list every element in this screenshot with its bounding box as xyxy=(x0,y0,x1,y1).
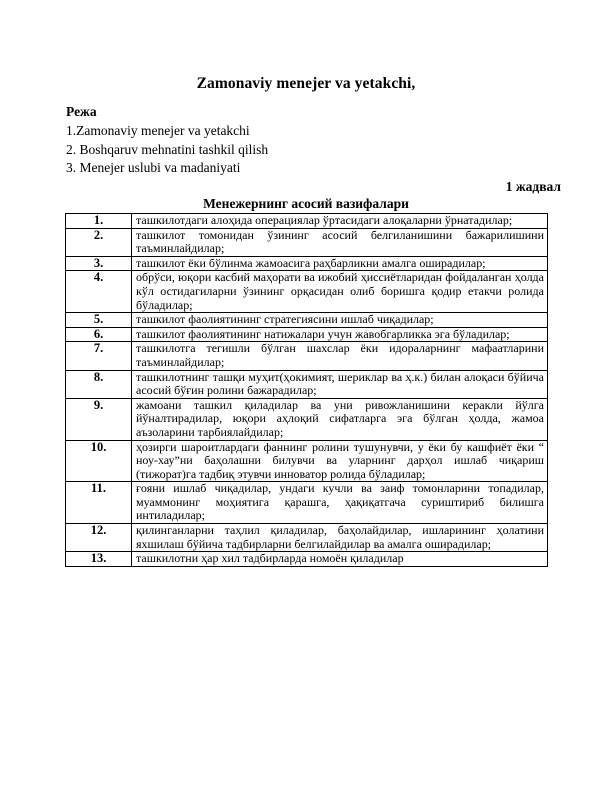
table-row xyxy=(66,327,548,342)
row-number: 13. xyxy=(66,552,132,567)
plan-item-2: 2. Boshqaruv mehnatini tashkil qilish xyxy=(66,141,269,157)
row-text: қилинганларни таҳлил қиладилар, баҳолайдилар, ишларининг ҳолатини яхшилаш бўйича тадбирларни белгилайдилар ва амалга оширадилар; xyxy=(132,524,548,552)
table-number: 1 жадвал xyxy=(505,179,561,194)
row-number: 11. xyxy=(66,482,132,524)
row-text: ташкилотнинг ташқи муҳит(ҳокимият, шериклар ва ҳ.к.) билан алоқаси бўйича асосий бўғин ролини бажарадилар; xyxy=(132,370,548,398)
plan-list xyxy=(66,122,268,178)
row-number: 7. xyxy=(66,342,132,370)
row-text: ташкилот фаолиятининг стратегиясини ишлаб чиқадилар; xyxy=(132,313,548,328)
row-number: 2. xyxy=(66,228,132,256)
table-row xyxy=(66,482,548,524)
table-row xyxy=(66,398,548,440)
table-row xyxy=(66,342,548,370)
row-number: 8. xyxy=(66,370,132,398)
row-text: ғояни ишлаб чиқадилар, ундаги кучли ва заиф томонларини топадилар, муаммонинг моҳиятига қарашга, ҳақиқатгача суриштириб билишга интиладилар; xyxy=(132,482,548,524)
table-row xyxy=(66,524,548,552)
row-text: ташкилот томонидан ўзининг асосий белгиланишини бажарилишини таъминлайдилар; xyxy=(132,228,548,256)
table-row xyxy=(66,440,548,482)
table-row xyxy=(66,214,548,229)
row-text: ҳозирги шароитлардаги фаннинг ролини тушунувчи, у ёки бу кашфиёт ёки “ ноу-хау”ни баҳолашни билувчи ва уларнинг дарҳол ишлаб чиқариш (тижорат)га тадбиқ этувчи инноватор ролида бўладилар; xyxy=(132,440,548,482)
duties-table xyxy=(65,213,548,567)
plan-item-3: 3. Menejer uslubi va madaniyati xyxy=(66,160,241,175)
plan-item-1: 1.Zamonaviy menejer va yetakchi xyxy=(66,123,250,138)
row-text: ташкилот фаолиятининг натижалари учун жавобгарликка эга бўладилар; xyxy=(132,327,548,342)
row-number: 5. xyxy=(66,313,132,328)
row-number: 4. xyxy=(66,271,132,313)
table-row xyxy=(66,228,548,256)
row-number: 9. xyxy=(66,398,132,440)
row-text: ташкилотни ҳар хил тадбирларда номоён қиладилар xyxy=(132,552,548,567)
table-row xyxy=(66,271,548,313)
row-number: 6. xyxy=(66,327,132,342)
table-row xyxy=(66,313,548,328)
table-caption: Менежернинг асосий вазифалари xyxy=(203,196,409,211)
row-text: обрўси, юқори касбий маҳорати ва ижобий ҳиссиётларидан фойдаланган ҳолда кўл остидагиларни ўзининг орқасидан олиб боришга қодир етакчи ролида бўладилар; xyxy=(132,271,548,313)
row-text: ташкилот ёки бўлинма жамоасига раҳбарликни амалга оширадилар; xyxy=(132,256,548,271)
row-number: 10. xyxy=(66,440,132,482)
table-row xyxy=(66,256,548,271)
plan-heading: Режа xyxy=(66,104,97,119)
document-title: Zamonaviy menejer va yetakchi, xyxy=(196,75,416,92)
row-text: ташкилотга тегишли бўлган шахслар ёки идораларнинг мафаатларини таъминлайдилар; xyxy=(132,342,548,370)
table-row xyxy=(66,370,548,398)
row-number: 1. xyxy=(66,214,132,229)
row-text: жамоани ташкил қиладилар ва уни ривожланишини керакли йўлга йўналтирадилар, юқори аҳлоқий сифатларга эга бўлган ҳолда, жамоа аъзоларини тарбиялайдилар; xyxy=(132,398,548,440)
row-number: 3. xyxy=(66,256,132,271)
row-text: ташкилотдаги алоҳида операциялар ўртасидаги алоқаларни ўрнатадилар; xyxy=(132,214,548,229)
table-row xyxy=(66,552,548,567)
row-number: 12. xyxy=(66,524,132,552)
